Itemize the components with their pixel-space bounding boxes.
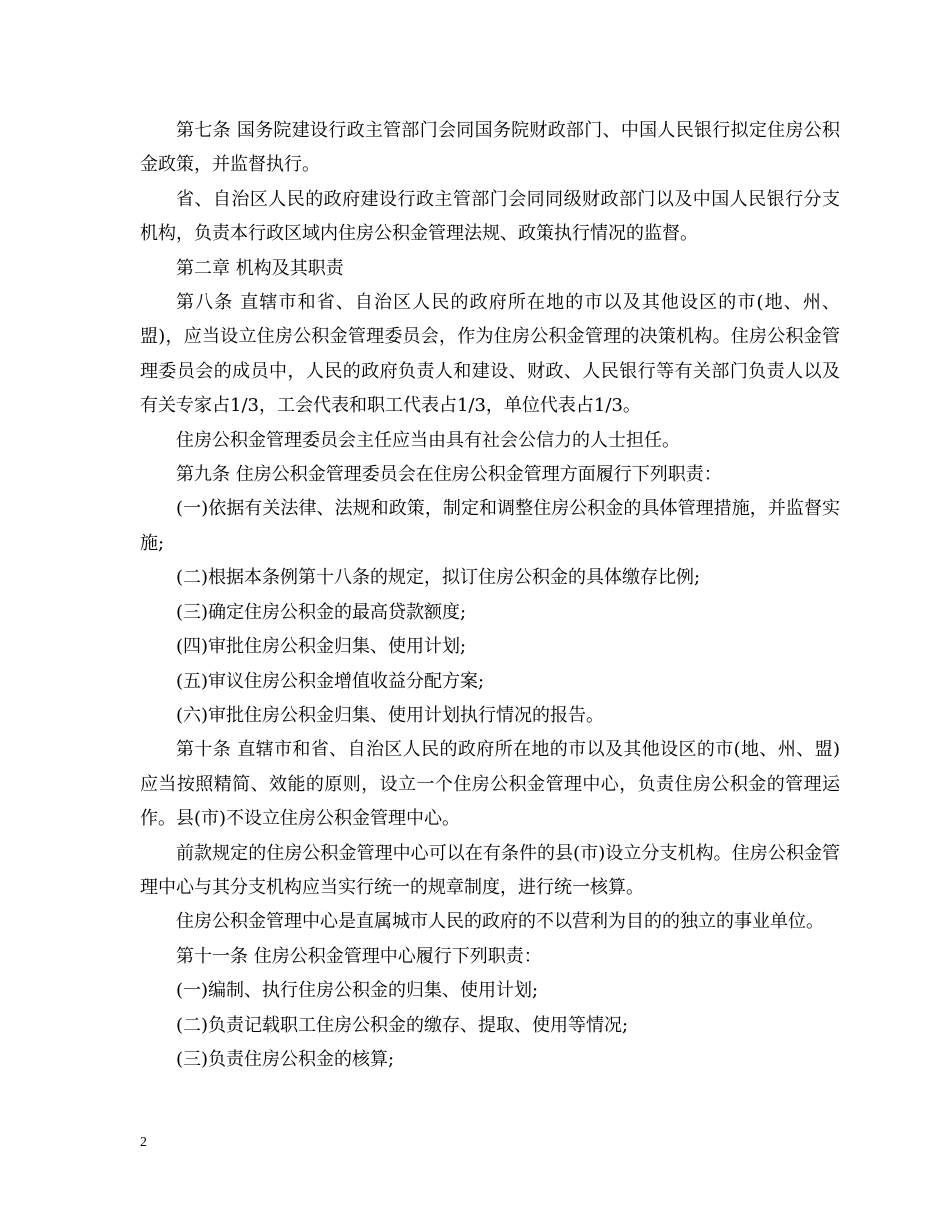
article-11-paragraph: 第十一条 住房公积金管理中心履行下列职责： [176,945,542,967]
committee-director-paragraph: 住房公积金管理委员会主任应当由具有社会公信力的人士担任。 [176,429,680,451]
article-9-paragraph: 第九条 住房公积金管理委员会在住房公积金管理方面履行下列职责： [176,464,722,486]
article-7-paragraph: 第七条 国务院建设行政主管部门会同国务院财政部门、中国人民银行拟定住房公积金政策，并监督执行。 [140,120,840,176]
article-9-item-1: (一)依据有关法律、法规和政策，制定和调整住房公积金的具体管理措施，并监督实施; [140,498,840,554]
management-center-status-paragraph: 住房公积金管理中心是直属城市人民的政府的不以营利为目的的独立的事业单位。 [176,911,824,933]
article-9-item-6: (六)审批住房公积金归集、使用计划执行情况的报告。 [176,704,605,726]
article-8-paragraph: 第八条 直辖市和省、自治区人民的政府所在地的市以及其他设区的市(地、州、盟)，应当设立住房公积金管理委员会，作为住房公积金管理的决策机构。住房公积金管理委员会的成员中，人民的政府负责人和建设、财政、人民银行等有关部门负责人以及有关专家占1/3，工会代表和职工代表占1/3，单位代表占1/3。 [140,292,840,417]
article-11-item-3: (三)负责住房公积金的核算; [176,1048,395,1070]
article-7-supervision-paragraph: 省、自治区人民的政府建设行政主管部门会同同级财政部门以及中国人民银行分支机构，负责本行政区域内住房公积金管理法规、政策执行情况的监督。 [140,188,840,245]
article-10-paragraph: 第十条 直辖市和省、自治区人民的政府所在地的市以及其他设区的市(地、州、盟)应当按照精简、效能的原则，设立一个住房公积金管理中心，负责住房公积金的管理运作。县(市)不设立住房公积金管理中心。 [140,739,840,830]
article-9-item-4: (四)审批住房公积金归集、使用计划; [176,636,467,658]
article-11-item-2: (二)负责记载职工住房公积金的缴存、提取、使用等情况; [176,1014,629,1036]
chapter-2-heading: 第二章 机构及其职责 [176,257,344,279]
document-body [140,114,840,1077]
article-11-item-1: (一)编制、执行住房公积金的归集、使用计划; [176,980,539,1002]
article-9-item-3: (三)确定住房公积金的最高贷款额度; [176,601,467,623]
branch-institution-paragraph: 前款规定的住房公积金管理中心可以在有条件的县(市)设立分支机构。住房公积金管理中心与其分支机构应当实行统一的规章制度，进行统一核算。 [140,842,840,898]
article-9-item-5: (五)审议住房公积金增值收益分配方案; [176,670,485,692]
article-9-item-2: (二)根据本条例第十八条的规定，拟订住房公积金的具体缴存比例; [176,567,701,589]
page-number: 2 [140,1135,147,1150]
